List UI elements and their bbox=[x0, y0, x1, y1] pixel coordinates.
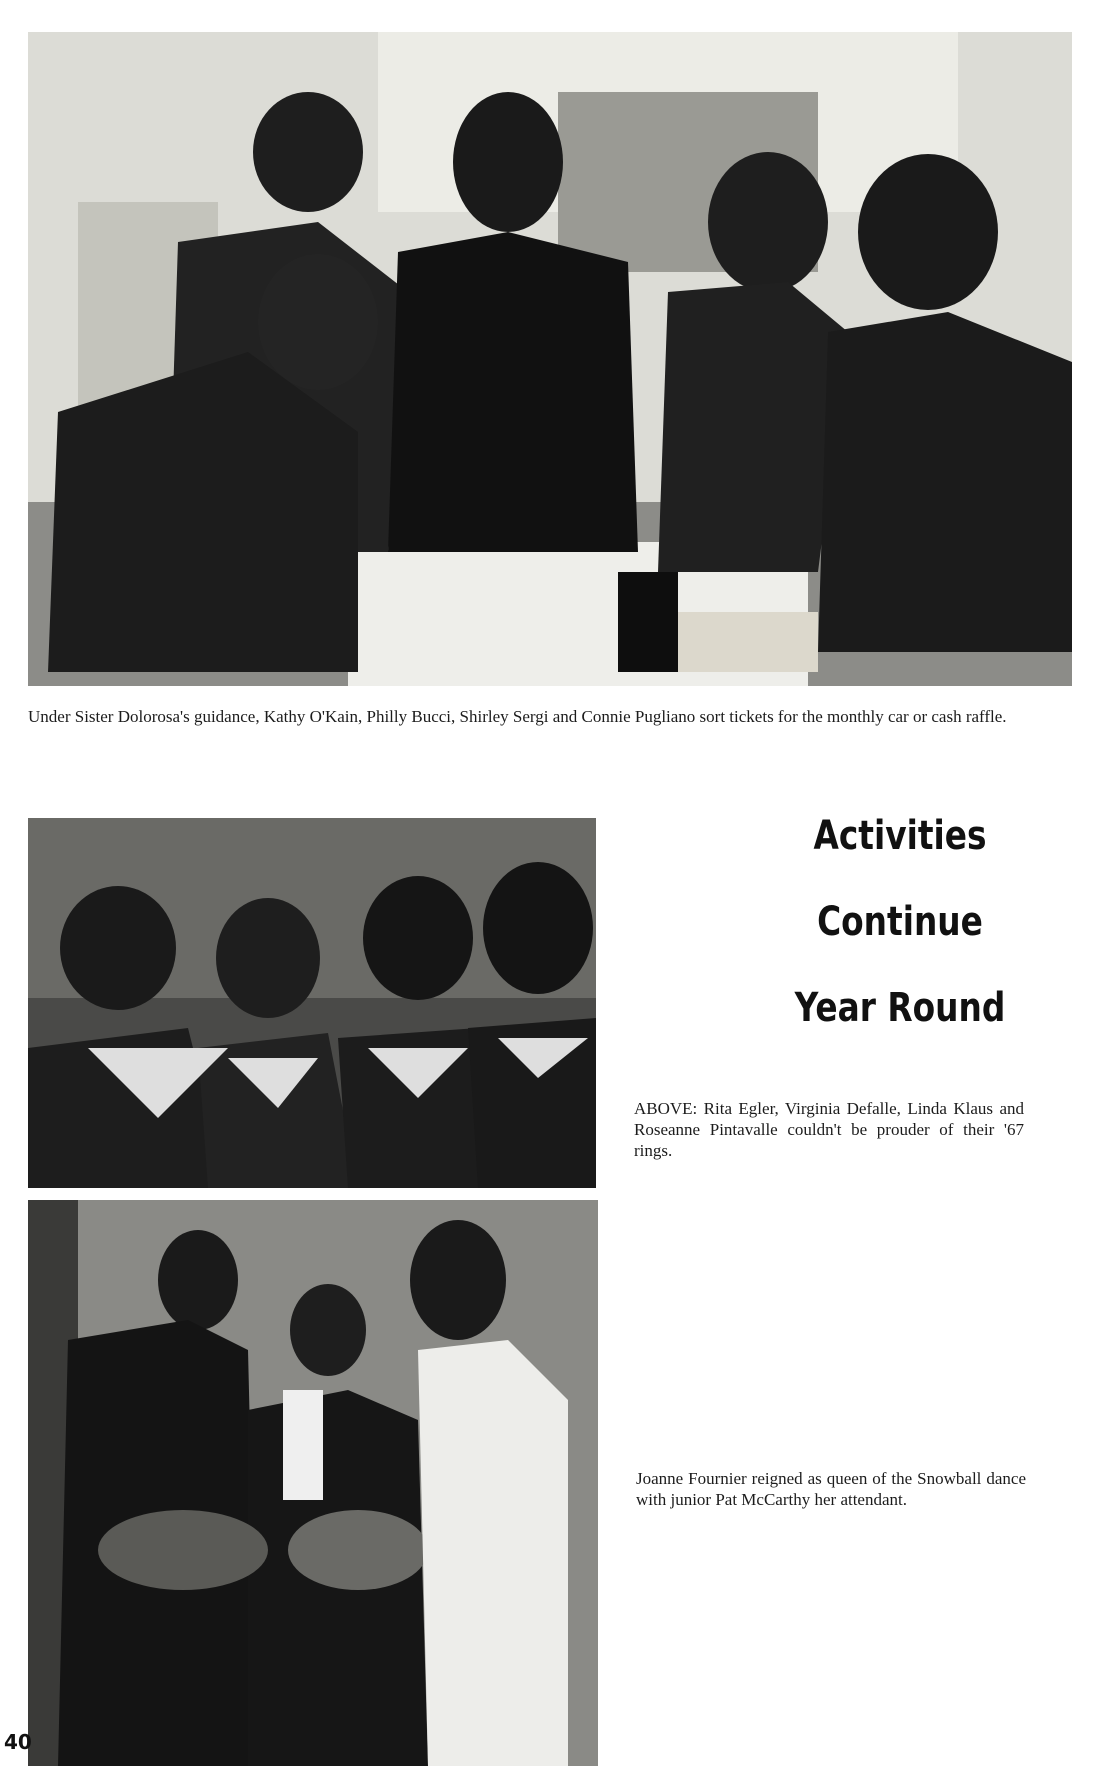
photo-ticket-sorting bbox=[28, 32, 1072, 686]
caption-snowball-dance: Joanne Fournier reigned as queen of the Snowball dance with junior Pat McCarthy her attendant. bbox=[636, 1469, 1026, 1509]
heading-line-2: Continue bbox=[817, 899, 983, 945]
heading-line-3: Year Round bbox=[794, 985, 1006, 1031]
photo-snowball-dance bbox=[28, 1200, 598, 1766]
snowball-dance-illustration bbox=[28, 1200, 598, 1766]
photo-class-rings bbox=[28, 818, 596, 1188]
caption-class-rings: ABOVE: Rita Egler, Virginia Defalle, Linda Klaus and Roseanne Pintavalle couldn't be prouder of their '67 rings. bbox=[634, 1099, 1024, 1160]
caption-ticket-sorting: Under Sister Dolorosa's guidance, Kathy O'Kain, Philly Bucci, Shirley Sergi and Connie Pugliano sort tickets for the monthly car or cash raffle. bbox=[28, 707, 1007, 726]
class-rings-illustration bbox=[28, 818, 596, 1188]
heading-line-1: Activities bbox=[813, 813, 987, 859]
page-number: 40 bbox=[4, 1730, 32, 1754]
ticket-sorting-illustration bbox=[28, 32, 1072, 686]
